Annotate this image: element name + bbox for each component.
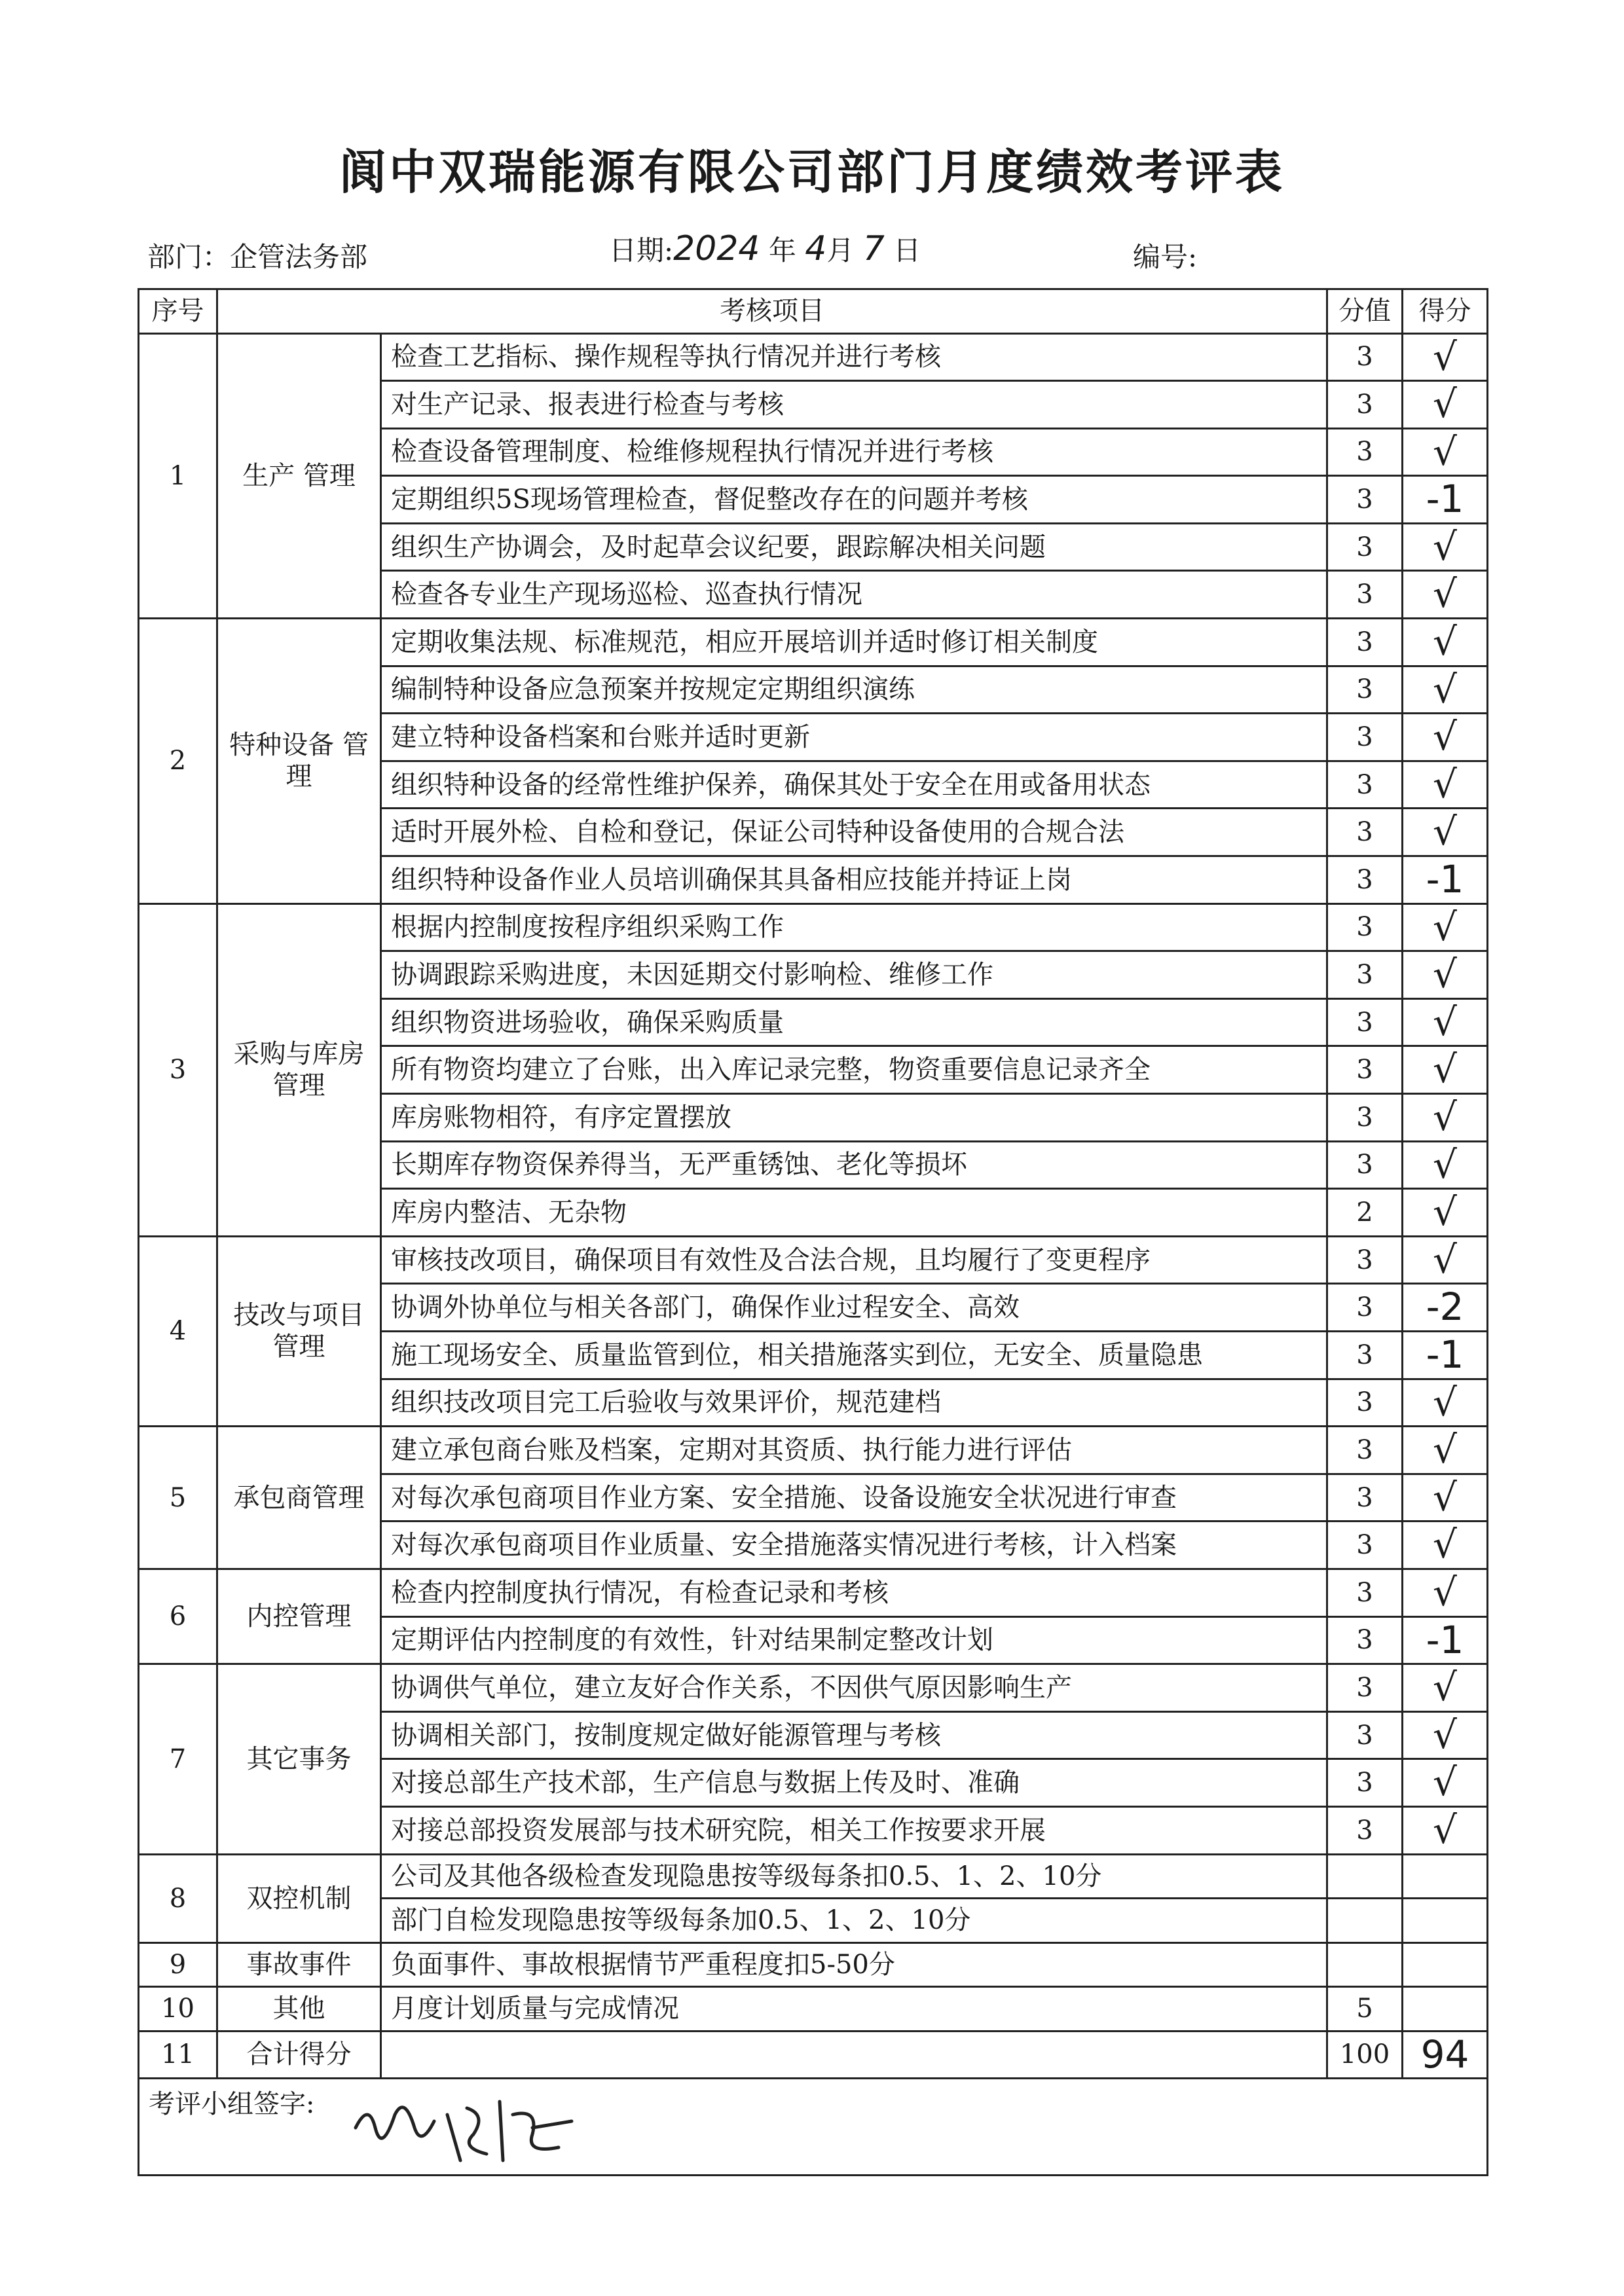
date-day-suffix: 日 [893,234,921,266]
points-cell: 3 [1327,1616,1403,1664]
item-cell: 组织物资进场验收，确保采购质量 [381,998,1327,1046]
item-cell: 施工现场安全、质量监管到位，相关措施落实到位，无安全、质量隐患 [381,1331,1327,1379]
number-label: 编号: [1133,241,1198,273]
item-cell: 组织生产协调会，及时起草会议纪要，跟踪解决相关问题 [381,523,1327,571]
row-index: 5 [139,1427,217,1569]
score-cell: √ [1403,666,1488,714]
score-cell: √ [1403,1522,1488,1569]
points-cell: 3 [1327,1522,1403,1569]
category-cell: 承包商管理 [217,1427,381,1569]
score-cell: √ [1403,619,1488,666]
dept-value: 企管法务部 [230,241,368,273]
item-cell: 定期收集法规、标准规范，相应开展培训并适时修订相关制度 [381,619,1327,666]
points-cell: 3 [1327,1427,1403,1474]
row-index: 4 [139,1236,217,1426]
points-cell [1327,1942,1403,1987]
item-cell [381,2031,1327,2079]
points-cell: 3 [1327,1141,1403,1189]
score-cell: √ [1403,523,1488,571]
score-cell: -1 [1403,1331,1488,1379]
item-cell: 公司及其他各级检查发现隐患按等级每条扣0.5、1、2、10分 [381,1854,1327,1899]
category-cell: 双控机制 [217,1854,381,1942]
row-index: 11 [139,2031,217,2079]
table-row [139,1664,1488,1712]
score-cell [1403,1854,1488,1899]
item-cell: 组织特种设备作业人员培训确保其具备相应技能并持证上岗 [381,856,1327,904]
points-cell: 3 [1327,1569,1403,1616]
points-cell: 3 [1327,1331,1403,1379]
row-index: 10 [139,1987,217,2032]
points-cell: 3 [1327,666,1403,714]
points-cell: 3 [1327,809,1403,856]
score-cell: √ [1403,998,1488,1046]
row-index: 1 [139,333,217,619]
score-cell: √ [1403,1236,1488,1284]
score-cell: √ [1403,1379,1488,1427]
col-header-score: 得分 [1403,289,1488,334]
item-cell: 检查工艺指标、操作规程等执行情况并进行考核 [381,333,1327,381]
points-cell: 3 [1327,951,1403,999]
table-row [139,1427,1488,1474]
points-cell [1327,1899,1403,1943]
col-header-points: 分值 [1327,289,1403,334]
table-header-row [139,289,1488,334]
score-cell: √ [1403,381,1488,429]
category-cell: 其它事务 [217,1664,381,1854]
date-label: 日期: [609,234,674,266]
table-row [139,333,1488,381]
row-index: 9 [139,1942,217,1987]
category-cell: 内控管理 [217,1569,381,1664]
item-cell: 协调外协单位与相关各部门，确保作业过程安全、高效 [381,1284,1327,1332]
table-row [139,619,1488,666]
col-header-item: 考核项目 [217,289,1327,334]
item-cell: 根据内控制度按程序组织采购工作 [381,903,1327,951]
points-cell: 3 [1327,381,1403,429]
score-cell: 94 [1403,2031,1488,2079]
evaluation-table [138,288,1488,2176]
item-cell: 所有物资均建立了台账，出入库记录完整，物资重要信息记录齐全 [381,1046,1327,1094]
score-cell: √ [1403,1711,1488,1759]
item-cell: 部门自检发现隐患按等级每条加0.5、1、2、10分 [381,1899,1327,1943]
table-row [139,1987,1488,2032]
item-cell: 组织技改项目完工后验收与效果评价，规范建档 [381,1379,1327,1427]
signature-label: 考评小组签字: [149,2089,315,2120]
dept-label: 部门： [147,241,231,273]
points-cell: 3 [1327,476,1403,524]
item-cell: 定期组织5S现场管理检查，督促整改存在的问题并考核 [381,476,1327,524]
score-cell: √ [1403,1569,1488,1616]
score-cell: √ [1403,761,1488,809]
category-cell: 生产 管理 [217,333,381,619]
points-cell: 3 [1327,998,1403,1046]
score-cell: √ [1403,714,1488,761]
date-year: 2024 [673,229,760,268]
form-title: 阆中双瑞能源有限公司部门月度绩效考评表 [339,145,1285,200]
points-cell: 3 [1327,1094,1403,1142]
table-body [139,333,1488,2079]
item-cell: 协调相关部门，按制度规定做好能源管理与考核 [381,1711,1327,1759]
score-cell: √ [1403,1046,1488,1094]
points-cell: 3 [1327,1046,1403,1094]
date-field [609,229,921,268]
item-cell: 负面事件、事故根据情节严重程度扣5-50分 [381,1942,1327,1987]
table-row [139,1854,1488,1899]
number-field [1133,236,1197,275]
score-cell: √ [1403,809,1488,856]
score-cell: √ [1403,1094,1488,1142]
date-year-suffix: 年 [768,234,796,266]
signature-image [349,2088,598,2174]
signature-cell [139,2079,1488,2176]
item-cell: 库房内整洁、无杂物 [381,1189,1327,1237]
signature-row [139,2079,1488,2176]
item-cell: 对每次承包商项目作业质量、安全措施落实情况进行考核，计入档案 [381,1522,1327,1569]
score-cell [1403,1942,1488,1987]
date-month: 4 [805,229,827,268]
row-index: 8 [139,1854,217,1942]
score-cell [1403,1987,1488,2032]
item-cell: 长期库存物资保养得当，无严重锈蚀、老化等损坏 [381,1141,1327,1189]
category-cell: 其他 [217,1987,381,2032]
score-cell: √ [1403,903,1488,951]
item-cell: 审核技改项目，确保项目有效性及合法合规，且均履行了变更程序 [381,1236,1327,1284]
score-cell: √ [1403,1141,1488,1189]
item-cell: 对每次承包商项目作业方案、安全措施、设备设施安全状况进行审查 [381,1474,1327,1522]
date-day: 7 [862,229,885,268]
item-cell: 对接总部投资发展部与技术研究院，相关工作按要求开展 [381,1806,1327,1854]
score-cell [1403,1899,1488,1943]
row-index: 7 [139,1664,217,1854]
score-cell: √ [1403,1664,1488,1712]
score-cell: √ [1403,333,1488,381]
item-cell: 建立承包商台账及档案，定期对其资质、执行能力进行评估 [381,1427,1327,1474]
item-cell: 适时开展外检、自检和登记，保证公司特种设备使用的合规合法 [381,809,1327,856]
points-cell: 100 [1327,2031,1403,2079]
points-cell: 3 [1327,856,1403,904]
item-cell: 编制特种设备应急预案并按规定定期组织演练 [381,666,1327,714]
points-cell: 3 [1327,571,1403,619]
item-cell: 检查内控制度执行情况，有检查记录和考核 [381,1569,1327,1616]
score-cell: -2 [1403,1284,1488,1332]
row-index: 3 [139,903,217,1236]
item-cell: 协调供气单位，建立友好合作关系，不因供气原因影响生产 [381,1664,1327,1712]
score-cell: -1 [1403,1616,1488,1664]
points-cell: 3 [1327,333,1403,381]
points-cell: 3 [1327,1711,1403,1759]
points-cell: 3 [1327,714,1403,761]
points-cell: 3 [1327,1236,1403,1284]
col-header-idx: 序号 [139,289,217,334]
item-cell: 组织特种设备的经常性维护保养，确保其处于安全在用或备用状态 [381,761,1327,809]
item-cell: 检查各专业生产现场巡检、巡查执行情况 [381,571,1327,619]
points-cell: 3 [1327,619,1403,666]
category-cell: 特种设备 管理 [217,619,381,904]
table-row [139,903,1488,951]
score-cell: √ [1403,951,1488,999]
table-row [139,1236,1488,1284]
points-cell: 3 [1327,523,1403,571]
table-row [139,1569,1488,1616]
table-row [139,1942,1488,1987]
points-cell: 3 [1327,1284,1403,1332]
dept-field [147,236,367,275]
item-cell: 对接总部生产技术部，生产信息与数据上传及时、准确 [381,1759,1327,1807]
points-cell: 5 [1327,1987,1403,2032]
points-cell: 2 [1327,1189,1403,1237]
item-cell: 协调跟踪采购进度，未因延期交付影响检、维修工作 [381,951,1327,999]
score-cell: √ [1403,1806,1488,1854]
category-cell: 事故事件 [217,1942,381,1987]
date-month-suffix: 月 [826,234,855,266]
item-cell: 库房账物相符，有序定置摆放 [381,1094,1327,1142]
points-cell: 3 [1327,428,1403,476]
score-cell: -1 [1403,856,1488,904]
score-cell: -1 [1403,476,1488,524]
score-cell: √ [1403,428,1488,476]
category-cell: 采购与库房 管理 [217,903,381,1236]
category-cell: 技改与项目 管理 [217,1236,381,1426]
score-cell: √ [1403,571,1488,619]
item-cell: 月度计划质量与完成情况 [381,1987,1327,2032]
score-cell: √ [1403,1189,1488,1237]
item-cell: 建立特种设备档案和台账并适时更新 [381,714,1327,761]
points-cell: 3 [1327,1474,1403,1522]
row-index: 6 [139,1569,217,1664]
points-cell: 3 [1327,1806,1403,1854]
points-cell: 3 [1327,1664,1403,1712]
points-cell: 3 [1327,1379,1403,1427]
points-cell: 3 [1327,1759,1403,1807]
item-cell: 检查设备管理制度、检维修规程执行情况并进行考核 [381,428,1327,476]
points-cell: 3 [1327,903,1403,951]
item-cell: 对生产记录、报表进行检查与考核 [381,381,1327,429]
category-cell: 合计得分 [217,2031,381,2079]
row-index: 2 [139,619,217,904]
item-cell: 定期评估内控制度的有效性，针对结果制定整改计划 [381,1616,1327,1664]
score-cell: √ [1403,1474,1488,1522]
points-cell: 3 [1327,761,1403,809]
table-row [139,2031,1488,2079]
score-cell: √ [1403,1427,1488,1474]
points-cell [1327,1854,1403,1899]
score-cell: √ [1403,1759,1488,1807]
